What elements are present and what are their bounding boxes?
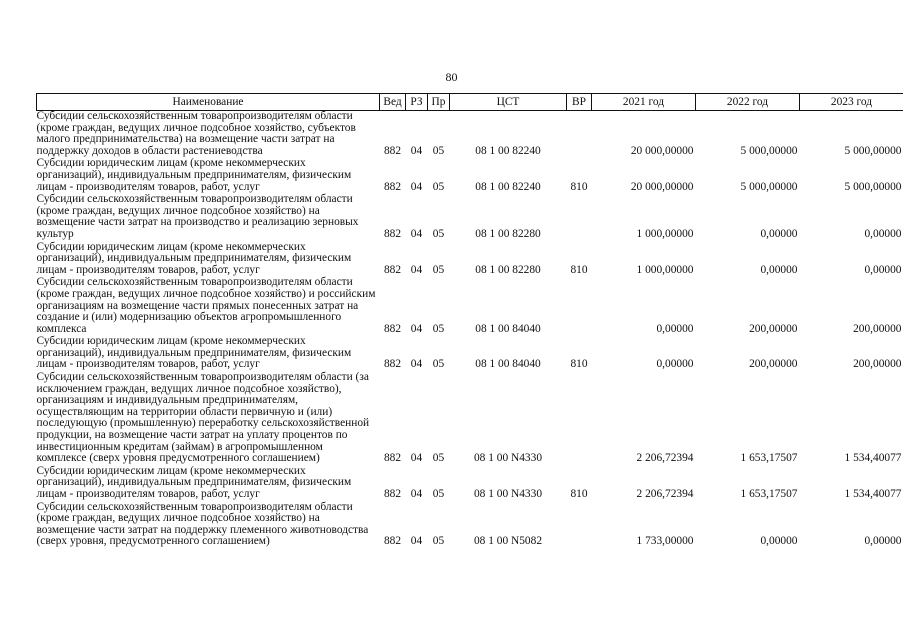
- row-cst: 08 1 00 N4330: [473, 452, 543, 465]
- row-name: Субсидии юридическим лицам (кроме некоммерческих организаций), индивидуальным предпринимателям, физическим лицам - производителям товаров, работ, услуг: [36, 464, 352, 500]
- table-row: [37, 194, 903, 241]
- row-vr: 810: [570, 263, 588, 276]
- row-name: Субсидии сельскохозяйственным товаропроизводителям области (кроме граждан, ведущих личное подсобное хозяйство, субъектов малого предпринимательства) на возмещение части затрат на поддержку доходов в области растениеводства: [36, 110, 356, 157]
- row-rz: 04: [410, 488, 423, 500]
- row-2022: 5 000,00000: [740, 180, 798, 193]
- row-2021: 1 000,00000: [636, 263, 694, 276]
- row-rz: 04: [410, 180, 423, 193]
- row-2021: 0,00000: [656, 322, 694, 335]
- row-vr: [567, 194, 592, 241]
- header-ved: Вед: [380, 94, 406, 111]
- table-row: [37, 372, 903, 466]
- row-2021: 20 000,00000: [630, 144, 694, 157]
- row-2023: 5 000,00000: [844, 180, 902, 193]
- row-2021: 1 733,00000: [636, 535, 694, 548]
- row-name: Субсидии сельскохозяйственным товаропроизводителям области (кроме граждан, ведущих личное подсобное хозяйство) на возмещение части затрат на поддержку племенного животноводства (сверх уровня, предусмотренного соглашением): [36, 500, 369, 548]
- row-ved: 882: [383, 322, 402, 335]
- row-cst: 08 1 00 84040: [475, 322, 541, 335]
- header-pr: Пр: [428, 94, 450, 111]
- row-cst: 08 1 00 N4330: [473, 488, 543, 500]
- row-2023: 200,00000: [853, 358, 902, 371]
- row-2022: 5 000,00000: [740, 144, 798, 157]
- row-cst: 08 1 00 84040: [475, 358, 541, 371]
- header-cst: ЦСТ: [450, 94, 567, 111]
- row-vr: 810: [570, 488, 588, 500]
- row-ved: 882: [383, 488, 402, 500]
- row-rz: 04: [410, 452, 423, 465]
- table-header-row: [37, 94, 903, 111]
- row-ved: 882: [383, 535, 402, 548]
- header-2022: 2022 год: [696, 94, 800, 111]
- row-2021: 2 206,72394: [636, 452, 694, 465]
- row-name: Субсидии юридическим лицам (кроме некоммерческих организаций), индивидуальным предпринимателям, физическим лицам - производителям товаров, работ, услуг: [36, 157, 352, 193]
- table-row: [37, 502, 903, 549]
- row-vr: 810: [570, 180, 588, 193]
- table-row: [37, 111, 903, 159]
- budget-table: [36, 93, 903, 549]
- row-2021: 1 000,00000: [636, 227, 694, 240]
- table-row: [37, 158, 903, 194]
- row-pr: 05: [432, 535, 445, 548]
- row-ved: 882: [383, 263, 402, 276]
- row-2021: 2 206,72394: [636, 488, 694, 500]
- row-cst: 08 1 00 82280: [475, 227, 541, 240]
- row-rz: 04: [410, 358, 423, 371]
- row-2023: 0,00000: [864, 535, 902, 548]
- row-cst: 08 1 00 N5082: [473, 535, 543, 548]
- row-name: Субсидии сельскохозяйственным товаропроизводителям области (кроме граждан, ведущих личное подсобное хозяйство) на возмещение части затрат на производство и реализацию зерновых культур: [36, 193, 359, 240]
- row-name: Субсидии юридическим лицам (кроме некоммерческих организаций), индивидуальным предпринимателям, физическим лицам - производителям товаров, работ, услуг: [36, 240, 352, 276]
- row-2023: 200,00000: [853, 322, 902, 335]
- row-cst: 08 1 00 82240: [475, 180, 541, 193]
- row-2022: 200,00000: [749, 358, 798, 371]
- header-rz: РЗ: [406, 94, 428, 111]
- row-name: Субсидии сельскохозяйственным товаропроизводителям области (кроме граждан, ведущих личное подсобное хозяйство) и российским организациям на возмещение части прямых понесенных затрат на создание и (или) модернизацию объектов агропромышленного комплекса: [36, 276, 376, 335]
- header-name: Наименование: [37, 94, 380, 111]
- row-vr: [567, 372, 592, 466]
- row-2021: 0,00000: [656, 358, 694, 371]
- row-pr: 05: [432, 488, 445, 500]
- row-ved: 882: [383, 144, 402, 157]
- row-2023: 1 534,40077: [844, 488, 902, 500]
- row-2023: 5 000,00000: [844, 144, 902, 157]
- table-row: [37, 466, 903, 502]
- row-name: Субсидии юридическим лицам (кроме некоммерческих организаций), индивидуальным предпринимателям, физическим лицам - производителям товаров, работ, услуг: [36, 335, 352, 371]
- row-pr: 05: [432, 358, 445, 371]
- row-ved: 882: [383, 227, 402, 240]
- row-2022: 200,00000: [749, 322, 798, 335]
- row-cst: 08 1 00 82240: [475, 144, 541, 157]
- page-number: 80: [445, 70, 458, 84]
- table-row: [37, 336, 903, 372]
- row-cst: 08 1 00 82280: [475, 263, 541, 276]
- row-vr: 810: [570, 358, 588, 371]
- row-2022: 0,00000: [760, 227, 798, 240]
- row-pr: 05: [432, 180, 445, 193]
- row-2022: 1 653,17507: [740, 452, 798, 465]
- row-name: Субсидии сельскохозяйственным товаропроизводителям области (за исключением граждан, ведущих личное подсобное хозяйство), организациям и индивидуальным предпринимателям, осуществляющим на территории области первичную и (или) последующую (промышленную) переработку сельскохозяйственной продукции, на возмещение части затрат на уплату процентов по инвестиционным кредитам (займам) в агропромышленном комплексе (сверх уровня предусмотренного соглашением): [36, 371, 370, 465]
- row-pr: 05: [432, 322, 445, 335]
- row-rz: 04: [410, 227, 423, 240]
- row-pr: 05: [432, 144, 445, 157]
- row-2022: 0,00000: [760, 535, 798, 548]
- row-ved: 882: [383, 180, 402, 193]
- row-rz: 04: [410, 535, 423, 548]
- header-vr: ВР: [567, 94, 592, 111]
- row-vr: [567, 277, 592, 336]
- row-2023: 0,00000: [864, 227, 902, 240]
- row-2022: 1 653,17507: [740, 488, 798, 500]
- header-2023: 2023 год: [800, 94, 903, 111]
- table-row: [37, 242, 903, 278]
- row-rz: 04: [410, 263, 423, 276]
- row-rz: 04: [410, 144, 423, 157]
- row-pr: 05: [432, 263, 445, 276]
- row-pr: 05: [432, 227, 445, 240]
- row-2023: 0,00000: [864, 263, 902, 276]
- row-vr: [567, 502, 592, 549]
- header-2021: 2021 год: [592, 94, 696, 111]
- row-rz: 04: [410, 322, 423, 335]
- table-row: [37, 277, 903, 336]
- row-2022: 0,00000: [760, 263, 798, 276]
- row-ved: 882: [383, 358, 402, 371]
- row-ved: 882: [383, 452, 402, 465]
- row-2021: 20 000,00000: [630, 180, 694, 193]
- row-pr: 05: [432, 452, 445, 465]
- row-2023: 1 534,40077: [844, 452, 902, 465]
- row-vr: [567, 111, 592, 159]
